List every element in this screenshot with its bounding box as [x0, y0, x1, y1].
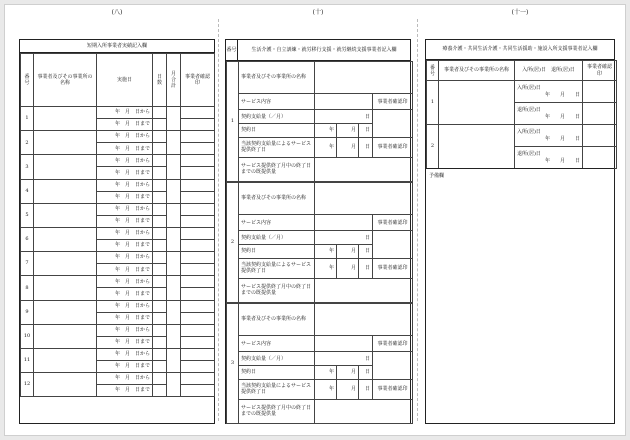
table-row	[227, 380, 413, 400]
date-to-cell[interactable]: 年 月 日まで	[97, 167, 153, 179]
table-row	[227, 336, 413, 352]
used-amount-cell[interactable]	[315, 399, 413, 423]
date-from-cell[interactable]: 年 月 日から	[97, 155, 153, 167]
contract-date-cell[interactable]: 日	[359, 124, 373, 138]
provider-name-cell[interactable]	[34, 203, 97, 227]
month-total-cell[interactable]	[167, 348, 181, 372]
table-row	[21, 300, 215, 312]
date-from-cell[interactable]: 年 月 日から	[97, 107, 153, 119]
residential-table	[426, 60, 617, 169]
end-date-cell[interactable]: 日	[359, 259, 373, 279]
month-total-cell[interactable]	[167, 252, 181, 276]
provider-name-cell[interactable]	[315, 62, 413, 94]
date-from-cell[interactable]: 年 月 日から	[97, 324, 153, 336]
contract-date-cell[interactable]: 月	[337, 124, 359, 138]
col-name-header: 事業者及びその事業所の名称	[34, 54, 97, 107]
date-to-cell[interactable]: 年 月 日まで	[97, 288, 153, 300]
used-amount-cell[interactable]	[315, 157, 413, 181]
days-cell[interactable]	[153, 373, 167, 385]
provider-name-label: 事業者及びその事業所の名称	[239, 62, 315, 94]
contract-date-cell[interactable]: 日	[359, 245, 373, 259]
date-to-cell[interactable]: 年 月 日まで	[97, 312, 153, 324]
amount-label: 契約支給量（／月）	[239, 110, 315, 124]
date-to-cell[interactable]: 年 月 日まで	[97, 360, 153, 372]
daily-living-table-frame	[225, 39, 411, 424]
service-label: サービス内容	[239, 336, 315, 352]
end-date-label: 当該契約支給量によるサービス提供終了日	[239, 380, 315, 400]
check-label: 事業者確認印	[373, 94, 413, 110]
row-number: 9	[21, 300, 34, 324]
check-cell[interactable]	[583, 147, 617, 169]
table-row	[427, 81, 617, 103]
provider-name-cell[interactable]	[34, 155, 97, 179]
amount-cell[interactable]: 日	[315, 110, 373, 124]
check-label: 事業者確認印	[373, 259, 413, 279]
check-cell[interactable]	[181, 252, 215, 264]
end-date-cell[interactable]: 年	[315, 138, 337, 158]
table-row	[21, 227, 215, 239]
fold-line	[417, 19, 418, 421]
check-cell[interactable]	[373, 352, 413, 380]
month-total-cell[interactable]	[167, 324, 181, 348]
col-check-header: 事業者確認印	[583, 61, 617, 81]
table-row	[21, 252, 215, 264]
table-row	[227, 215, 413, 231]
contract-date-cell[interactable]: 日	[359, 366, 373, 380]
col-check-header: 事業者確認印	[181, 54, 215, 107]
certificate-sheet	[4, 4, 626, 436]
check-cell[interactable]	[583, 103, 617, 125]
check-cell[interactable]	[181, 119, 215, 131]
provider-name-cell[interactable]	[439, 125, 515, 169]
month-total-cell[interactable]	[167, 373, 181, 397]
days-cell[interactable]	[153, 348, 167, 360]
row-number: 1	[21, 107, 34, 131]
amount-cell[interactable]: 日	[315, 352, 373, 366]
end-date-cell[interactable]: 年	[315, 259, 337, 279]
check-label: 事業者確認印	[373, 380, 413, 400]
table-row	[21, 373, 215, 385]
check-cell[interactable]	[583, 81, 617, 103]
used-amount-label: サービス提供終了月中の終了日までの既提供量	[239, 399, 315, 423]
table-row	[227, 304, 413, 336]
table-row	[21, 107, 215, 119]
check-cell[interactable]	[583, 125, 617, 147]
days-cell[interactable]	[153, 312, 167, 324]
contract-date-cell[interactable]: 年	[315, 124, 337, 138]
date-from-cell[interactable]: 年 月 日から	[97, 373, 153, 385]
end-date-label: 当該契約支給量によるサービス提供終了日	[239, 138, 315, 158]
days-cell[interactable]	[153, 385, 167, 397]
leave-date-cell[interactable]	[515, 103, 583, 125]
check-cell[interactable]	[181, 360, 215, 372]
check-cell[interactable]	[181, 215, 215, 227]
table-row	[227, 110, 413, 124]
panel-daily-living	[225, 7, 411, 433]
provider-name-cell[interactable]	[34, 131, 97, 155]
date-to-cell[interactable]: 年 月 日まで	[97, 336, 153, 348]
row-number: 5	[21, 203, 34, 227]
row-number: 3	[21, 155, 34, 179]
enter-date-cell[interactable]	[515, 125, 583, 147]
check-label: 事業者確認印	[373, 138, 413, 158]
table-row	[227, 399, 413, 423]
table-row	[227, 157, 413, 181]
col-days-header: 日数	[153, 54, 167, 107]
provider-name-cell[interactable]	[34, 179, 97, 203]
month-total-cell[interactable]	[167, 107, 181, 131]
block-number: 3	[227, 304, 239, 424]
end-date-cell[interactable]: 月	[337, 259, 359, 279]
provider-name-cell[interactable]	[34, 252, 97, 276]
table-row	[227, 231, 413, 245]
col-number-header: 番号	[427, 61, 439, 81]
row-number: 7	[21, 252, 34, 276]
check-cell[interactable]	[181, 240, 215, 252]
table-row	[427, 125, 617, 147]
check-cell[interactable]	[181, 227, 215, 239]
service-cell[interactable]	[315, 336, 373, 352]
provider-name-cell[interactable]	[439, 81, 515, 125]
used-amount-label: サービス提供終了月中の終了日までの既提供量	[239, 157, 315, 181]
check-label: 事業者確認印	[373, 336, 413, 352]
check-cell[interactable]	[181, 312, 215, 324]
remarks-label: 予備欄	[429, 173, 445, 179]
block-number: 1	[427, 81, 439, 125]
days-cell[interactable]	[153, 143, 167, 155]
date-from-cell[interactable]: 年 月 日から	[97, 179, 153, 191]
month-total-cell[interactable]	[167, 179, 181, 203]
table-row	[227, 352, 413, 366]
service-cell[interactable]	[315, 94, 373, 110]
table-row	[21, 348, 215, 360]
check-cell[interactable]	[181, 203, 215, 215]
fold-line	[218, 19, 219, 421]
month-total-cell[interactable]	[167, 155, 181, 179]
table-row	[227, 259, 413, 279]
date-to-cell[interactable]: 年 月 日まで	[97, 215, 153, 227]
col-number-header: 番号	[226, 40, 238, 61]
contract-date-label: 契約日	[239, 245, 315, 259]
row-number: 6	[21, 227, 34, 251]
block-number: 2	[227, 183, 239, 303]
table-row	[227, 138, 413, 158]
table-row	[21, 276, 215, 288]
date-from-cell[interactable]: 年 月 日から	[97, 203, 153, 215]
table-row	[21, 324, 215, 336]
days-cell[interactable]	[153, 215, 167, 227]
service-label: サービス内容	[239, 94, 315, 110]
table-row	[227, 278, 413, 302]
date-to-cell[interactable]: 年 月 日まで	[97, 119, 153, 131]
end-date-cell[interactable]: 年	[315, 380, 337, 400]
end-date-cell[interactable]: 月	[337, 138, 359, 158]
provider-name-cell[interactable]	[315, 304, 413, 336]
panel-label: (十)	[312, 9, 324, 16]
leave-label: 退所(居)日	[517, 151, 541, 157]
table-row	[227, 94, 413, 110]
leave-label: 退所(居)日	[517, 107, 541, 113]
days-cell[interactable]	[153, 324, 167, 336]
provider-name-cell[interactable]	[34, 300, 97, 324]
contract-date-cell[interactable]: 月	[337, 245, 359, 259]
date-from-cell[interactable]: 年 月 日から	[97, 276, 153, 288]
check-cell[interactable]	[181, 300, 215, 312]
ymd-line: 年 月 日	[544, 135, 580, 142]
service-cell[interactable]	[315, 215, 373, 231]
provider-name-cell[interactable]	[34, 227, 97, 251]
check-cell[interactable]	[373, 110, 413, 138]
provider-block	[226, 303, 413, 424]
amount-cell[interactable]: 日	[315, 231, 373, 245]
check-cell[interactable]	[373, 231, 413, 259]
end-date-cell[interactable]: 日	[359, 380, 373, 400]
date-to-cell[interactable]: 年 月 日まで	[97, 191, 153, 203]
enter-label: 入所(居)日	[517, 129, 541, 135]
check-cell[interactable]	[181, 324, 215, 336]
days-cell[interactable]	[153, 288, 167, 300]
leave-date-cell[interactable]	[515, 147, 583, 169]
row-number: 11	[21, 348, 34, 372]
date-from-cell[interactable]: 年 月 日から	[97, 348, 153, 360]
short-stay-table-frame	[19, 39, 215, 424]
end-date-label: 当該契約支給量によるサービス提供終了日	[239, 259, 315, 279]
ymd-line: 年 月 日	[544, 91, 580, 98]
ymd-line: 年 月 日	[544, 157, 580, 164]
month-total-cell[interactable]	[167, 131, 181, 155]
provider-name-cell[interactable]	[315, 183, 413, 215]
days-cell[interactable]	[153, 227, 167, 239]
days-cell[interactable]	[153, 360, 167, 372]
month-total-cell[interactable]	[167, 276, 181, 300]
month-total-cell[interactable]	[167, 227, 181, 251]
contract-date-label: 契約日	[239, 124, 315, 138]
remarks-area	[426, 168, 614, 423]
short-stay-table	[20, 53, 215, 397]
enter-label: 入所(居)日	[517, 85, 541, 91]
date-from-cell[interactable]: 年 月 日から	[97, 300, 153, 312]
table-row	[227, 62, 413, 94]
date-from-cell[interactable]: 年 月 日から	[97, 252, 153, 264]
table-row	[21, 203, 215, 215]
check-cell[interactable]	[181, 143, 215, 155]
provider-block	[226, 182, 413, 303]
date-to-cell[interactable]: 年 月 日まで	[97, 264, 153, 276]
block-number: 2	[427, 125, 439, 169]
panel-title: 療養介護・共同生活介護・共同生活援助・施設入所支援事業者記入欄	[426, 40, 614, 60]
used-amount-cell[interactable]	[315, 278, 413, 302]
days-cell[interactable]	[153, 240, 167, 252]
check-cell[interactable]	[181, 385, 215, 397]
month-total-cell[interactable]	[167, 300, 181, 324]
days-cell[interactable]	[153, 264, 167, 276]
check-cell[interactable]	[181, 179, 215, 191]
check-cell[interactable]	[181, 167, 215, 179]
date-to-cell[interactable]: 年 月 日まで	[97, 240, 153, 252]
panel-residential	[425, 7, 615, 433]
days-cell[interactable]	[153, 252, 167, 264]
days-cell[interactable]	[153, 276, 167, 288]
panel-title: 生活介護・自立訓練・就労移行支援・就労継続支援事業者記入欄	[238, 40, 410, 61]
contract-date-cell[interactable]: 月	[337, 366, 359, 380]
block-number: 1	[227, 62, 239, 182]
panel-label: (十一)	[511, 9, 529, 16]
panel-title: 短期入所事業者実績記入欄	[20, 40, 214, 53]
check-cell[interactable]	[181, 131, 215, 143]
amount-label: 契約支給量（／月）	[239, 231, 315, 245]
provider-name-cell[interactable]	[34, 348, 97, 372]
days-cell[interactable]	[153, 179, 167, 191]
days-cell[interactable]	[153, 131, 167, 143]
provider-block	[226, 61, 413, 182]
days-cell[interactable]	[153, 191, 167, 203]
provider-name-label: 事業者及びその事業所の名称	[239, 183, 315, 215]
provider-name-cell[interactable]	[34, 276, 97, 300]
check-cell[interactable]	[181, 288, 215, 300]
residential-table-frame	[425, 39, 615, 424]
check-cell[interactable]	[181, 276, 215, 288]
date-from-cell[interactable]: 年 月 日から	[97, 227, 153, 239]
amount-label: 契約支給量（／月）	[239, 352, 315, 366]
provider-name-label: 事業者及びその事業所の名称	[239, 304, 315, 336]
panel-short-stay	[19, 7, 215, 433]
row-number: 12	[21, 373, 34, 397]
col-total-header: 月合計	[167, 54, 181, 107]
table-row	[227, 183, 413, 215]
days-cell[interactable]	[153, 300, 167, 312]
col-name-header: 事業者及びその事業所の名称	[439, 61, 515, 81]
enter-date-cell[interactable]	[515, 81, 583, 103]
days-cell[interactable]	[153, 119, 167, 131]
check-cell[interactable]	[181, 348, 215, 360]
row-number: 4	[21, 179, 34, 203]
end-date-cell[interactable]: 月	[337, 380, 359, 400]
check-cell[interactable]	[181, 336, 215, 348]
days-cell[interactable]	[153, 107, 167, 119]
provider-name-cell[interactable]	[34, 107, 97, 131]
used-amount-label: サービス提供終了月中の終了日までの既提供量	[239, 278, 315, 302]
check-cell[interactable]	[181, 107, 215, 119]
end-date-cell[interactable]: 日	[359, 138, 373, 158]
row-number: 10	[21, 324, 34, 348]
table-row	[21, 179, 215, 191]
contract-date-cell[interactable]: 年	[315, 366, 337, 380]
days-cell[interactable]	[153, 155, 167, 167]
check-cell[interactable]	[181, 155, 215, 167]
days-cell[interactable]	[153, 203, 167, 215]
panel-label: (八)	[111, 9, 123, 16]
provider-name-cell[interactable]	[34, 324, 97, 348]
col-number-header: 番号	[21, 54, 34, 107]
row-number: 8	[21, 276, 34, 300]
row-number: 2	[21, 131, 34, 155]
table-row	[21, 131, 215, 143]
check-cell[interactable]	[181, 373, 215, 385]
table-row	[21, 155, 215, 167]
daily-living-blocks	[226, 61, 410, 424]
provider-name-cell[interactable]	[34, 373, 97, 397]
date-from-cell[interactable]: 年 月 日から	[97, 131, 153, 143]
col-period-header: 実施日	[97, 54, 153, 107]
contract-date-cell[interactable]: 年	[315, 245, 337, 259]
check-cell[interactable]	[181, 191, 215, 203]
service-label: サービス内容	[239, 215, 315, 231]
ymd-line: 年 月 日	[544, 113, 580, 120]
days-cell[interactable]	[153, 336, 167, 348]
month-total-cell[interactable]	[167, 203, 181, 227]
contract-date-label: 契約日	[239, 366, 315, 380]
date-to-cell[interactable]: 年 月 日まで	[97, 143, 153, 155]
check-label: 事業者確認印	[373, 215, 413, 231]
date-to-cell[interactable]: 年 月 日まで	[97, 385, 153, 397]
check-cell[interactable]	[181, 264, 215, 276]
col-dates-header: 入所(居)日 退所(居)日	[515, 61, 583, 81]
days-cell[interactable]	[153, 167, 167, 179]
